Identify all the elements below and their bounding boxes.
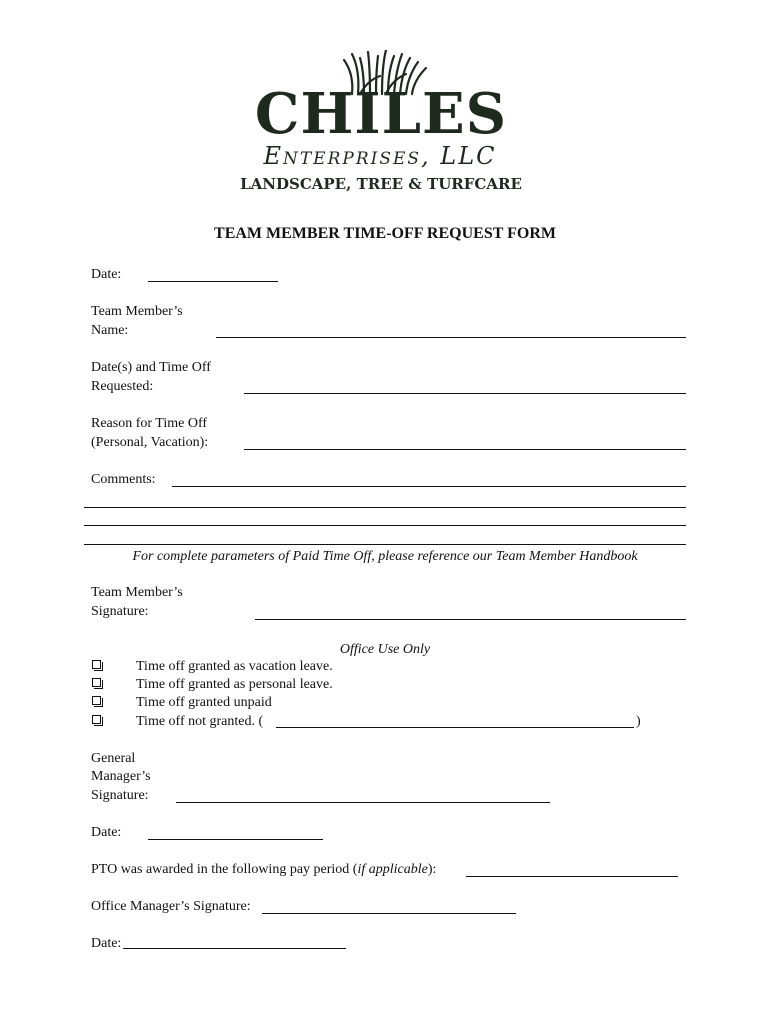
name-field[interactable] xyxy=(216,337,686,338)
office-use-heading: Office Use Only xyxy=(339,642,431,657)
logo-tagline: LANDSCAPE, TREE & TURFCARE xyxy=(240,175,522,193)
unpaid-checkbox[interactable] xyxy=(92,696,101,705)
gm-label-line3: Signature: xyxy=(91,788,149,803)
form-title: TEAM MEMBER TIME-OFF REQUEST FORM xyxy=(214,225,556,242)
option-unpaid: Time off granted unpaid xyxy=(136,695,272,710)
office-manager-signature-field[interactable] xyxy=(262,913,516,914)
personal-leave-checkbox[interactable] xyxy=(92,678,101,687)
office-date-field[interactable] xyxy=(148,839,323,840)
option-vacation-leave: Time off granted as vacation leave. xyxy=(136,659,333,674)
pto-awarded-suffix: ): xyxy=(427,862,437,877)
dates-label-line1: Date(s) and Time Off xyxy=(91,360,211,375)
reason-field[interactable] xyxy=(244,449,686,450)
signature-label-line2: Signature: xyxy=(91,604,149,619)
signature-label-line1: Team Member’s xyxy=(91,585,183,600)
vacation-leave-checkbox[interactable] xyxy=(92,660,101,669)
name-label-line2: Name: xyxy=(91,323,129,338)
not-granted-checkbox[interactable] xyxy=(92,715,101,724)
not-granted-close-paren: ) xyxy=(636,714,641,729)
office-date-label: Date: xyxy=(91,825,122,840)
pto-awarded-italic: if applicable xyxy=(357,862,428,877)
gm-signature-field[interactable] xyxy=(176,802,550,803)
logo-subtitle: Enterprises, LLC xyxy=(263,142,497,170)
pto-awarded-label xyxy=(91,861,436,879)
option-personal-leave: Time off granted as personal leave. xyxy=(136,677,333,692)
logo-company-name: CHILES xyxy=(254,81,508,147)
date-label: Date: xyxy=(91,267,122,282)
gm-label-line2: Manager’s xyxy=(91,769,151,784)
dates-requested-field[interactable] xyxy=(244,393,686,394)
date-field[interactable] xyxy=(148,281,278,282)
comments-field-line3[interactable] xyxy=(84,525,686,526)
pto-handbook-note: For complete parameters of Paid Time Off, please reference our Team Member Handbook xyxy=(132,549,638,564)
pto-awarded-prefix: PTO was awarded in the following pay period ( xyxy=(91,862,358,877)
team-member-signature-field[interactable] xyxy=(255,619,686,620)
option-not-granted: Time off not granted. ( xyxy=(136,714,264,729)
pto-pay-period-field[interactable] xyxy=(466,876,678,877)
office-manager-signature-label: Office Manager’s Signature: xyxy=(91,899,251,914)
comments-field-line2[interactable] xyxy=(84,507,686,508)
final-date-field[interactable] xyxy=(123,948,346,949)
comments-field-line4[interactable] xyxy=(84,544,686,545)
dates-label-line2: Requested: xyxy=(91,379,154,394)
comments-label: Comments: xyxy=(91,472,156,487)
reason-label-line2: (Personal, Vacation): xyxy=(91,435,209,450)
not-granted-reason-field[interactable] xyxy=(276,727,634,728)
final-date-label: Date: xyxy=(91,936,122,951)
name-label-line1: Team Member’s xyxy=(91,304,183,319)
gm-label-line1: General xyxy=(91,751,136,766)
comments-field-line1[interactable] xyxy=(172,486,686,487)
reason-label-line1: Reason for Time Off xyxy=(91,416,208,431)
